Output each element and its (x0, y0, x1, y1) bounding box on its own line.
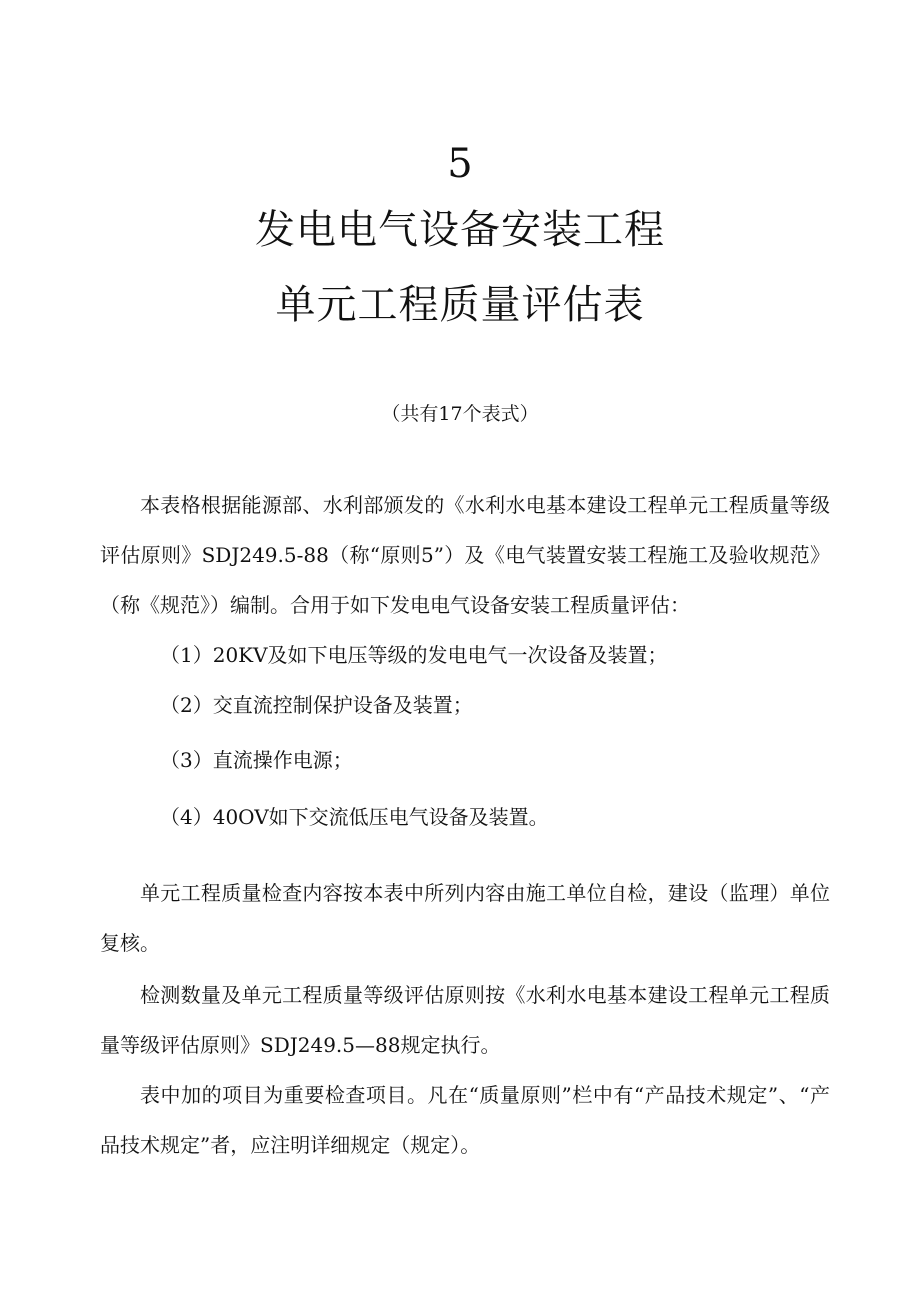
list-item: （2）交直流控制保护设备及装置； (160, 693, 473, 717)
list-item: （1）20KV及如下电压等级的发电电气一次设备及装置； (160, 643, 668, 667)
inspection-paragraph: 单元工程质量检查内容按本表中所列内容由施工单位自检，建设（监理）单位复核。 (100, 881, 830, 955)
list-item: （4）40OV如下交流低压电气设备及装置。 (160, 805, 549, 829)
title-line-2: 单元工程质量评估表 (275, 282, 645, 328)
standards-paragraph: 检测数量及单元工程质量等级评估原则按《水利水电基本建设工程单元工程质量等级评估原则》SDJ249.5—88规定执行。 (100, 983, 830, 1057)
title-line-1: 发电电气设备安装工程 (255, 207, 665, 253)
subtitle: （共有17个表式） (381, 403, 539, 425)
intro-paragraph: 本表格根据能源部、水利部颁发的《水利水电基本建设工程单元工程质量等级评估原则》SDJ249.5-88（称“原则5”）及《电气装置安装工程施工及验收规范》（称《规范》）编制。合用于如下发电电气设备安装工程质量评估： (100, 493, 830, 617)
list-item: （3）直流操作电源； (160, 748, 353, 772)
notes-paragraph: 表中加的项目为重要检查项目。凡在“质量原则”栏中有“产品技术规定”、“产品技术规定”者，应注明详细规定（规定）。 (100, 1083, 830, 1157)
chapter-number: 5 (447, 141, 473, 187)
